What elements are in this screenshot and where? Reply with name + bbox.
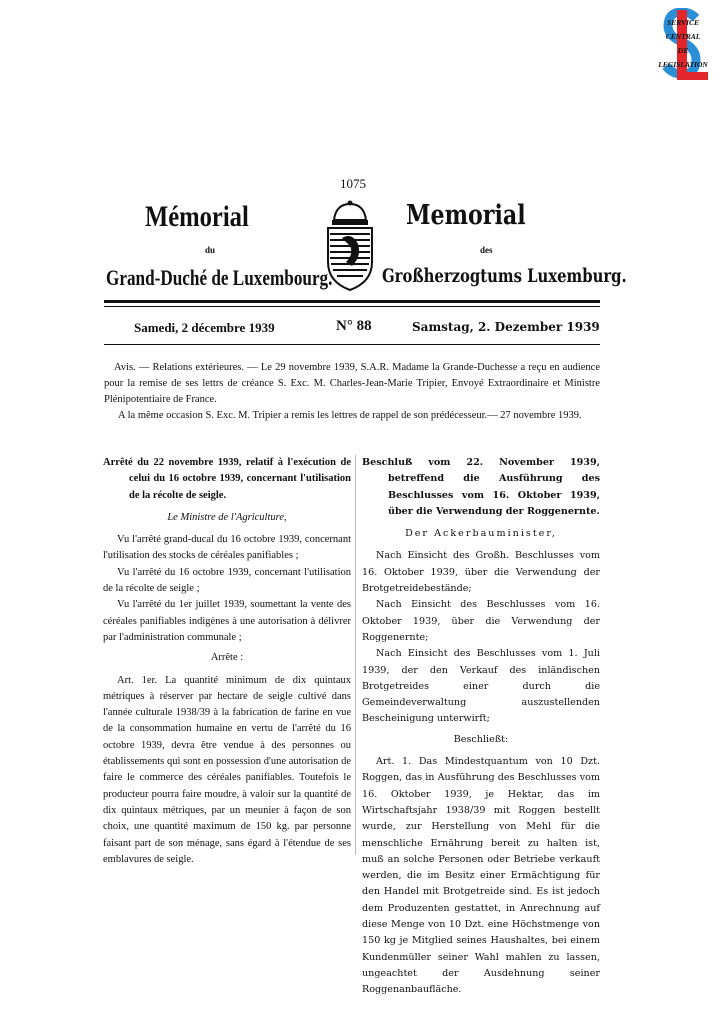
consideration: Vu l'arrêté grand-ducal du 16 octobre 1939, concernant l'utilisation des stocks de céréales panifiables ; — [103, 534, 351, 562]
logo-text-4: LEGISLATION — [658, 60, 708, 69]
consideration: Vu l'arrêté du 1er juillet 1939, soumettant la vente des céréales panifiables indigènes à une autorisation à délivrer par l'administration communale ; — [103, 599, 351, 643]
masthead-fr-du: du — [205, 245, 216, 255]
consideration: Nach Einsicht des Beschlusses vom 16. Oktober 1939, über die Verwendung der Roggenernte; — [362, 599, 600, 643]
logo-text-2: CENTRAL — [665, 32, 701, 41]
article-1: Art. 1er. La quantité minimum de dix quintaux métriques à réserver par hectare de seigle cultivé dans l'année culturale 1938/39 à la fabrication de farine en vue de la consommation humaine en vertu de l'arrêté du 16 octobre 1939, devra être vendue à des personnes ou établissements qui sont en possession d'une autorisation de faire le commerce des céréales panifiables. Toutefois le producteur pourra faire moudre, à valoir sur la quantité de dix quintaux métriques, par un meunier à façon de son choix, une quantité maximum de 150 kg. par personne faisant part de son ménage, sans égard à l'étendue de ses emblavures de seigle. — [103, 674, 351, 865]
decree-heading: Arrêté du 22 novembre 1939, relatif à l'exécution de celui du 16 octobre 1939, concernant l'utilisation de la récolte de seigle. — [103, 457, 351, 501]
consideration: Nach Einsicht des Großh. Beschlusses vom 16. Oktober 1939, über die Verwendung der Brotgetreidebestände; — [362, 550, 600, 595]
consideration: Nach Einsicht des Beschlusses vom 1. Juli 1939, der den Verkauf des inländischen Brotgetreides einer durch die Gemeindeverwaltung auszustellenden Bescheinigung unterwirft; — [362, 648, 600, 725]
sceaux-logo — [650, 8, 716, 84]
masthead-de-des: des — [480, 245, 493, 255]
masthead-fr-title: Mémorial — [145, 200, 249, 233]
avis-notice — [104, 360, 600, 424]
minister: Der Ackerbauminister, — [405, 528, 557, 540]
date-de: Samstag, 2. Dezember 1939 — [412, 320, 600, 334]
logo-text-1: SERVICE — [667, 18, 699, 27]
divider — [104, 300, 600, 303]
consideration: Vu l'arrêté du 16 octobre 1939, concernant l'utilisation de la récolte de seigle ; — [103, 566, 351, 595]
column-divider — [355, 455, 356, 855]
page-number: 1075 — [340, 176, 366, 191]
avis-paragraph: Avis. — Relations extérieures. — Le 29 novembre 1939, S.A.R. Madame la Grande-Duchesse a reçu en audience pour la remise de ses lettrs de créance S. Exc. M. Charles-Jean-Marie Tripier, Envoyé Extraordinaire et Ministre Plénipotentiaire de France. — [104, 362, 600, 405]
minister: Le Ministre de l'Agriculture, — [167, 511, 287, 523]
date-fr: Samedi, 2 décembre 1939 — [134, 320, 275, 335]
divider — [104, 306, 600, 307]
right-column-de — [362, 455, 600, 999]
avis-paragraph: A la même occasion S. Exc. M. Tripier a remis les lettres de rappel de son prédécesseur.— 27 novembre 1939. — [118, 410, 582, 421]
divider — [104, 344, 600, 345]
logo-text-3: DE — [677, 46, 689, 55]
decree-label: Arrête : — [210, 652, 244, 664]
masthead-de-sub: Großherzogtums Luxemburg. — [382, 265, 627, 287]
decree-label: Beschließt: — [453, 733, 509, 745]
coat-of-arms-icon — [322, 200, 378, 292]
decree-heading: Beschluß vom 22. November 1939, betreffend die Ausführung des Beschlusses vom 16. Oktober 1939, über die Verwendung der Roggenernte. — [362, 457, 600, 517]
left-column-fr — [103, 455, 351, 868]
issue-number: N° 88 — [336, 318, 372, 334]
article-1: Art. 1. Das Mindestquantum von 10 Dzt. Roggen, das in Ausführung des Beschlusses vom 16. Oktober 1939, je Hektar, das im Wirtschaftsjahr 1938/39 mit Roggen bestellt wurde, zur Herstellung von Mehl für die menschliche Ernährung bereit zu halten ist, muß an solche Personen oder Betriebe verkauft werden, die im Besitz einer Ermächtigung für den Handel mit Brotgetreide sind. Es ist jedoch dem Produzenten gestattet, in Anrechnung auf diese Menge von 10 Dzt. eine Höchstmenge von 150 kg je Mitglied seines Haushaltes, bei einem Kundenmüller seiner Wahl mahlen zu lassen, ungeachtet der Ausdehnung seiner Roggenanbaufläche. — [362, 756, 600, 996]
masthead-fr-sub: Grand-Duché de Luxembourg. — [106, 265, 333, 290]
masthead-de-title: Memorial — [406, 200, 526, 231]
